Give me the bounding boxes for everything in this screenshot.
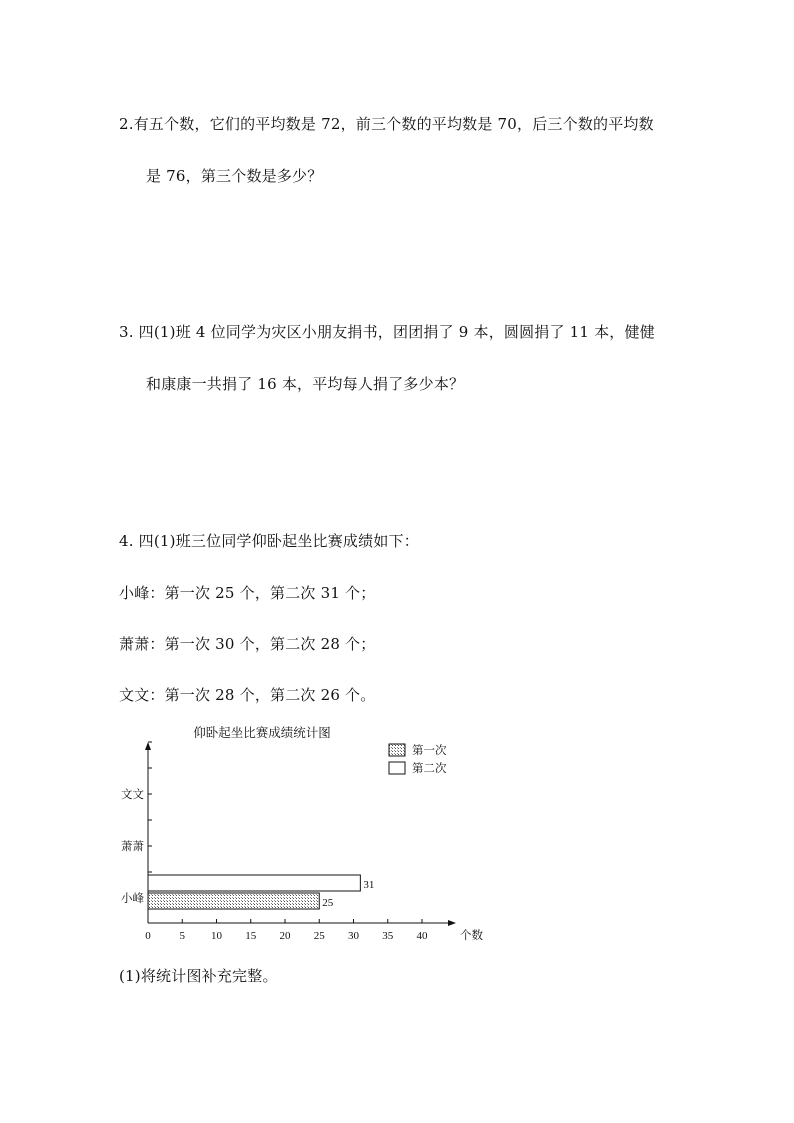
bar	[148, 893, 319, 909]
y-category-label: 小峰	[121, 893, 144, 905]
q2-line-2: 是 76，第三个数是多少？	[146, 167, 323, 185]
q3-line-2: 和康康一共捐了 16 本，平均每人捐了多少本？	[146, 375, 465, 393]
bar-value-label: 31	[363, 879, 375, 891]
q4-row-xiaofeng: 小峰：第一次 25 个，第二次 31 个；	[119, 584, 376, 602]
bar-chart-svg	[110, 718, 483, 953]
legend-label: 第二次	[412, 763, 447, 775]
q4-row-wenwen: 文文：第一次 28 个，第二次 26 个。	[119, 686, 376, 704]
chart-title: 仰卧起坐比赛成绩统计图	[193, 726, 331, 740]
legend-swatch	[389, 762, 405, 774]
legend-label: 第一次	[412, 745, 447, 757]
q4-title: 4. 四(1)班三位同学仰卧起坐比赛成绩如下：	[119, 532, 419, 550]
x-tick-label: 15	[245, 930, 257, 942]
y-axis-arrow	[145, 742, 151, 750]
x-tick-label: 5	[179, 930, 185, 942]
bar-chart	[110, 718, 483, 953]
legend-swatch	[389, 744, 405, 756]
x-tick-label: 40	[416, 930, 428, 942]
q3-line-1: 3. 四(1)班 4 位同学为灾区小朋友捐书，团团捐了 9 本，圆圆捐了 11 本，健健	[119, 323, 655, 341]
q4-sub-question-1: (1)将统计图补充完整。	[119, 967, 278, 985]
x-axis-arrow	[448, 920, 456, 926]
bar-value-label: 25	[322, 897, 334, 909]
x-tick-label: 35	[382, 930, 394, 942]
q2-line-1: 2.有五个数，它们的平均数是 72，前三个数的平均数是 70，后三个数的平均数	[119, 115, 654, 133]
x-tick-label: 20	[279, 930, 291, 942]
q4-row-xiaoxiao: 萧萧：第一次 30 个，第二次 28 个；	[119, 635, 376, 653]
x-axis-label: 个数	[460, 930, 483, 942]
bar	[148, 875, 360, 891]
y-category-label: 文文	[121, 789, 144, 801]
y-category-label: 萧萧	[121, 841, 144, 853]
x-tick-label: 25	[313, 930, 325, 942]
x-tick-label: 10	[211, 930, 222, 942]
x-tick-label: 30	[348, 930, 359, 942]
x-tick-label: 0	[145, 930, 151, 942]
